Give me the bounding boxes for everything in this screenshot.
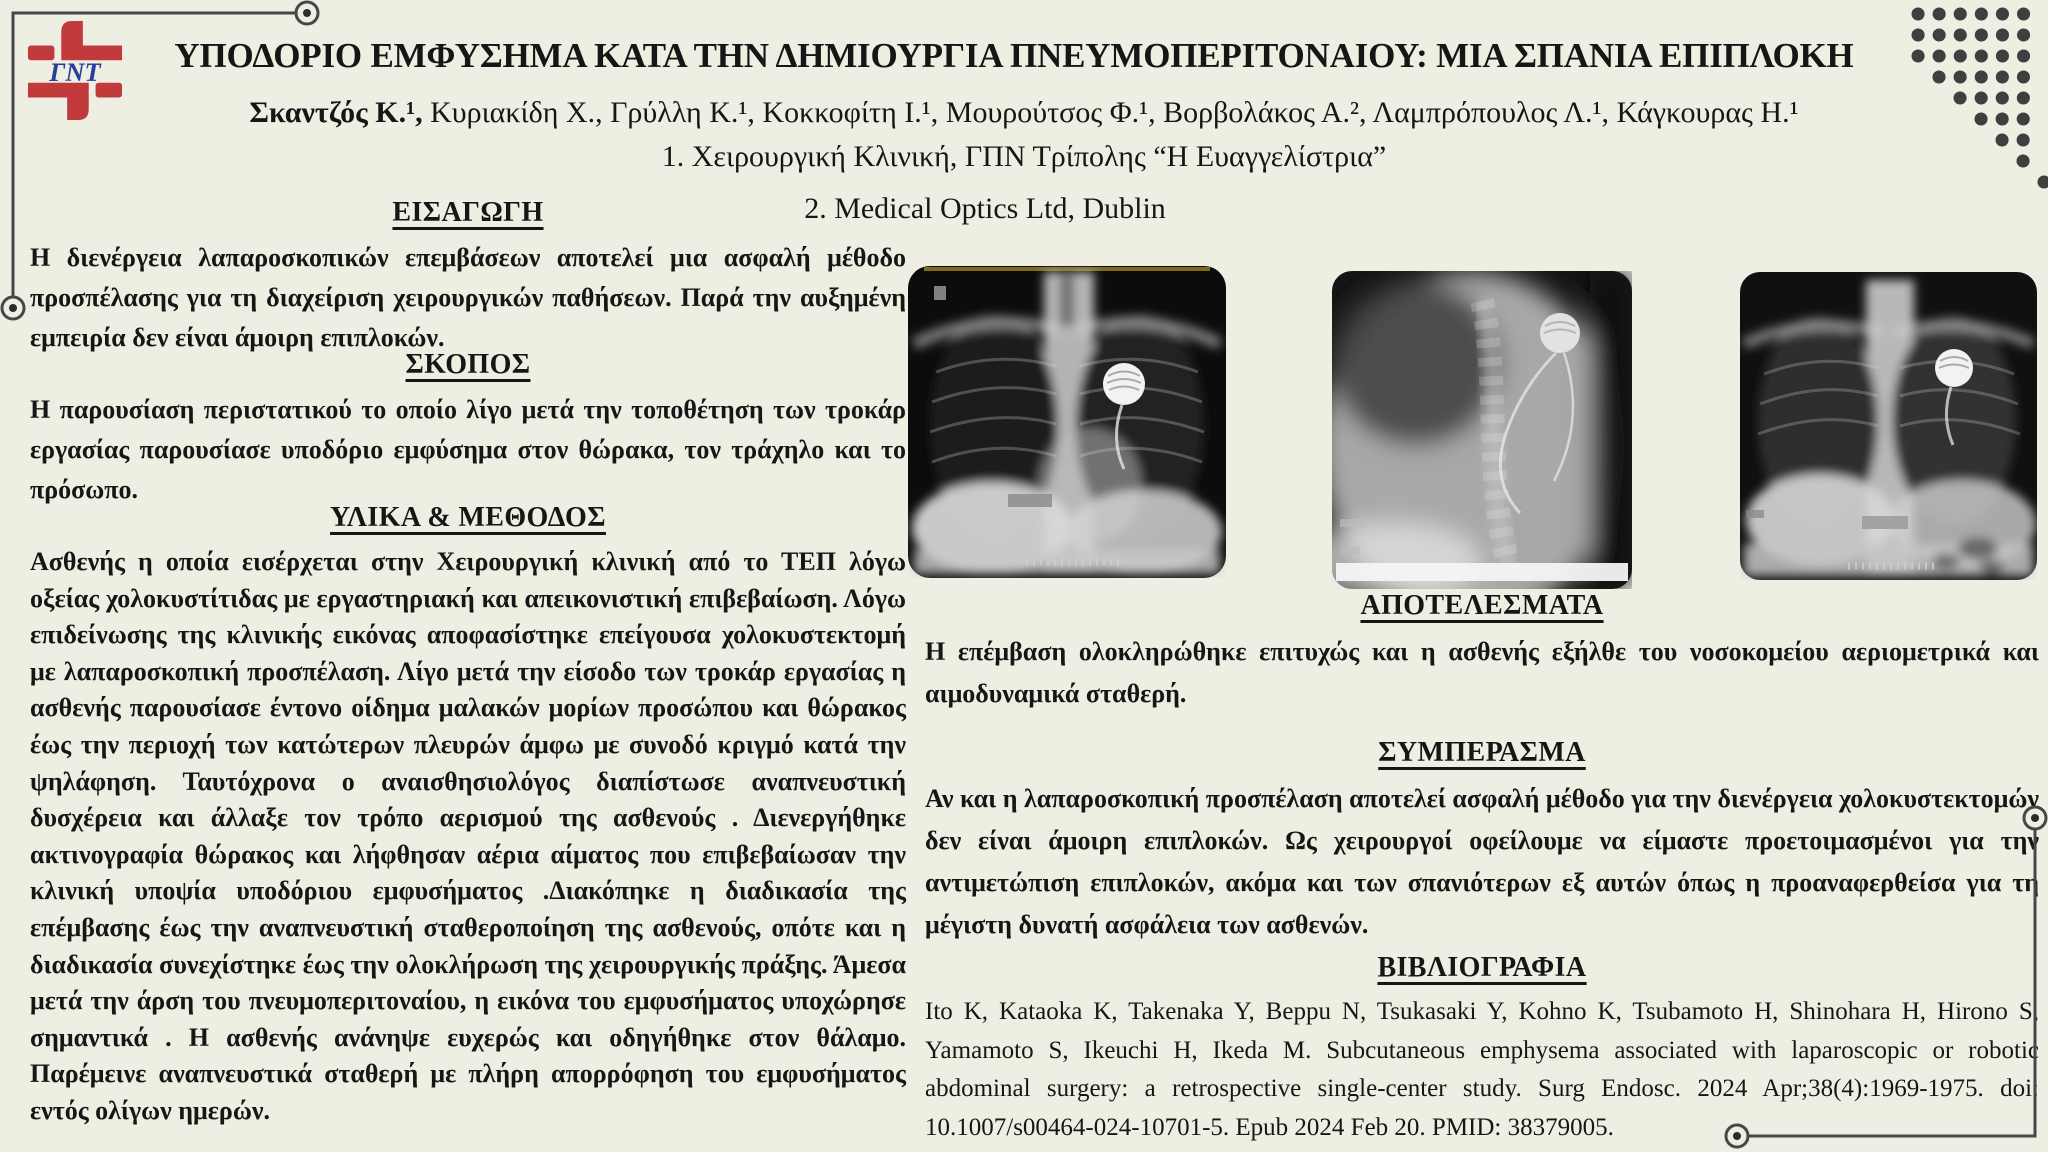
xray3-side-marker (1746, 510, 1764, 518)
chest-xray-figure-3 (1740, 272, 2037, 580)
section-heading-bibliography: ΒΙΒΛΙΟΓΡΑΦΙΑ (1377, 952, 1587, 983)
affiliation-1: 1. Χειρουργική Κλινική, ΓΠΝ Τρίπολης “Η Ευαγγελίστρια” (661, 140, 1387, 173)
xray2-label-tag (1340, 519, 1366, 527)
authors-line (64, 96, 1984, 130)
xray2-label-tag-2 (1340, 547, 1360, 555)
chest-xray-figure-2 (1332, 271, 1632, 589)
section-heading-materials-methods: ΥΛΙΚΑ & ΜΕΘΟΔΟΣ (330, 502, 606, 533)
xray3-label-tag (1862, 516, 1908, 529)
section-body-conclusion: Αν και η λαπαροσκοπική προσπέλαση αποτελεί ασφαλή μέθοδο για την διενέργεια χολοκυστεκτομών δεν είναι άμοιρη επιπλοκών. Ως χειρουργοί οφείλουμε να είμαστε προετοιμασμένοι για την αντιμετώπιση επιπλοκών, ακόμα και των σπανιότερων εξ αυτών όπως η προαναφερθείσα για τη μέγιστη δυνατή ασφάλεια των ασθενών. (925, 784, 2039, 939)
section-body-materials-methods: Ασθενής η οποία εισέρχεται στην Χειρουργική κλινική από το ΤΕΠ λόγω οξείας χολοκυστίτιδας με εργαστηριακή και απεικονιστική επιβεβαίωση. Λόγω επιδείνωσης της κλινικής εικόνας αποφασίστηκε επείγουσα χολοκυστεκτομή με λαπαροσκοπική προσπέλαση. Λίγο μετά την είσοδο των τροκάρ εργασίας η ασθενής παρουσίασε έντονο οίδημα μαλακών μορίων προσώπου και θώρακος έως την περιοχή των κατώτερων πλευρών άμφω με συνοδό κριγμό κατά την ψηλάφηση. Ταυτόχρονα ο αναισθησιολόγος διαπίστωσε αναπνευστική δυσχέρεια και άλλαξε τον τρόπο αερισμού της ασθενούς . Διενεργήθηκε ακτινογραφία θώρακος και λήφθησαν αέρια αίματος που επιβεβαίωσαν την κλινική υποψία υποδόριου εμφυσήματος .Διακόπηκε η διαδικασία της επέμβασης έως την αναπνευστική σταθεροποίηση της ασθενούς, οπότε και η διαδικασία συνεχίστηκε έως την ολοκλήρωση της χειρουργικής πράξης. Άμεσα μετά την άρση του πνευμοπεριτοναίου, η εικόνα του εμφυσήματος υποχώρησε σημαντικά . Η ασθενής ανάνηψε ευχερώς και οδηγήθηκε στον θάλαμο. Παρέμεινε αναπνευστικά σταθερή με πλήρη απορρόφηση του εμφυσήματος εντός ολίγων ημερών. (30, 547, 906, 1125)
coauthors: Κυριακίδη Χ., Γρύλλη Κ.¹, Κοκκοφίτη Ι.¹, Μουρούτσος Φ.¹, Βορβολάκος Α.², Λαμπρόπουλος Λ.¹, Κάγκουρας Η.¹ (422, 96, 1799, 129)
section-body-bibliography: Ito K, Kataoka K, Takenaka Y, Beppu N, Tsukasaki Y, Kohno K, Tsubamoto H, Shinohara H, Hirono S, Yamamoto S, Ikeuchi H, Ikeda M. Subcutaneous emphysema associated with laparoscopic or robotic abdominal surgery: a retrospective single-center study. Surg Endosc. 2024 Apr;38(4):1969-1975. doi: 10.1007/s00464-024-10701-5. Epub 2024 Feb 20. PMID: 38379005. (925, 998, 2039, 1141)
xray1-label-tag (1008, 494, 1052, 507)
xray1-top-strip (924, 267, 1210, 271)
section-heading-conclusion: ΣΥΜΠΕΡΑΣΜΑ (1378, 737, 1586, 768)
logo-text: ΓΝΤ (49, 56, 101, 87)
chest-xray-figure-1 (908, 266, 1226, 578)
affiliation-2: 2. Medical Optics Ltd, Dublin (804, 192, 1166, 225)
section-body-aim: Η παρουσίαση περιστατικού το οποίο λίγο μετά την τοποθέτηση των τροκάρ εργασίας παρουσίασε υποδόριο εμφύσημα στον θώρακα, τον τράχηλο και το πρόσωπο. (30, 395, 906, 504)
xray1-pacemaker (1103, 363, 1145, 405)
section-body-introduction: Η διενέργεια λαπαροσκοπικών επεμβάσεων αποτελεί μια ασφαλή μέθοδο προσπέλασης για τη διαχείριση χειρουργικών παθήσεων. Παρά την αυξημένη εμπειρία δεν είναι άμοιρη επιπλοκών. (30, 243, 906, 352)
section-heading-results: ΑΠΟΤΕΛΕΣΜΑΤΑ (1360, 590, 1604, 621)
first-author: Σκαντζός Κ.¹, (249, 96, 423, 129)
section-heading-introduction: ΕΙΣΑΓΩΓΗ (392, 197, 544, 228)
xray2-bottom-band (1336, 563, 1628, 581)
poster-title: ΥΠΟΔΟΡΙΟ ΕΜΦΥΣΗΜΑ ΚΑΤΑ ΤΗΝ ΔΗΜΙΟΥΡΓΙΑ ΠΝΕΥΜΟΠΕΡΙΤΟΝΑΙΟΥ: ΜΙΑ ΣΠΑΝΙΑ ΕΠΙΠΛΟΚΗ (174, 36, 1854, 75)
section-body-results: Η επέμβαση ολοκληρώθηκε επιτυχώς και η ασθενής εξήλθε του νοσοκομείου αεριομετρικά και αιμοδυναμικά σταθερή. (925, 637, 2039, 708)
section-heading-aim: ΣΚΟΠΟΣ (405, 349, 531, 380)
xray1-side-marker (934, 286, 946, 300)
